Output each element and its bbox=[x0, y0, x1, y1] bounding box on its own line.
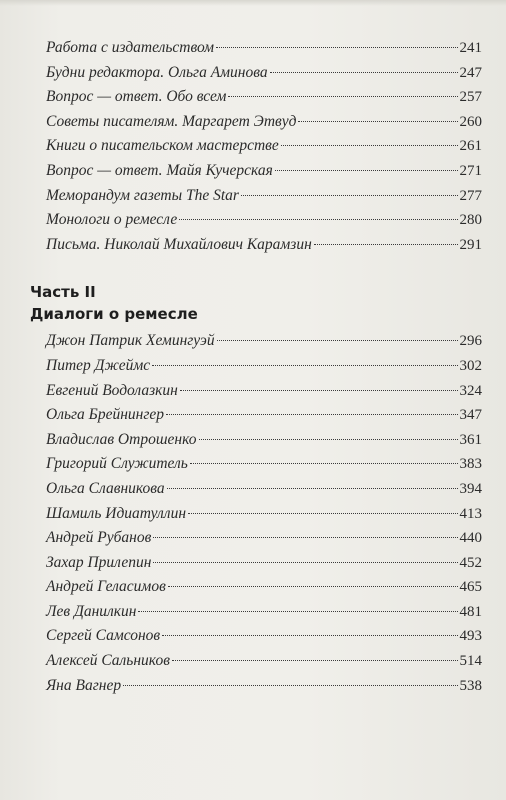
toc-entry-title: Алексей Сальников bbox=[46, 652, 170, 670]
toc-entry bbox=[46, 551, 482, 576]
toc-entry-page: 493 bbox=[459, 628, 482, 645]
toc-entry bbox=[46, 649, 482, 674]
toc-entry bbox=[46, 674, 482, 699]
dot-leader bbox=[166, 414, 457, 415]
dot-leader bbox=[152, 365, 457, 366]
dot-leader bbox=[179, 219, 457, 220]
toc-entry-title: Книги о писательском мастерстве bbox=[46, 137, 279, 155]
toc-entry-page: 465 bbox=[459, 579, 482, 596]
dot-leader bbox=[180, 390, 458, 391]
toc-entry-page: 261 bbox=[459, 138, 482, 155]
toc-entry bbox=[46, 184, 482, 209]
toc-entry-page: 291 bbox=[459, 236, 482, 253]
toc-entry-title: Андрей Геласимов bbox=[46, 578, 166, 596]
toc-entry-title: Советы писателям. Маргарет Этвуд bbox=[46, 112, 297, 130]
toc-entry-title: Владислав Отрошенко bbox=[46, 430, 197, 448]
dot-leader bbox=[172, 660, 458, 661]
part2-heading bbox=[30, 281, 482, 325]
toc-entry bbox=[46, 379, 482, 404]
toc-entry-page: 452 bbox=[459, 554, 482, 571]
toc-entry-title: Андрей Рубанов bbox=[46, 529, 152, 547]
toc-entry-title: Ольга Славникова bbox=[46, 479, 165, 497]
toc-entry bbox=[46, 134, 482, 159]
dot-leader bbox=[188, 513, 457, 514]
toc-entry bbox=[46, 477, 482, 502]
toc-entry-title: Монологи о ремесле bbox=[46, 211, 178, 229]
toc-entry bbox=[46, 452, 482, 477]
toc-entry-page: 302 bbox=[459, 357, 482, 374]
dot-leader bbox=[281, 145, 458, 146]
toc-entry-page: 440 bbox=[459, 530, 482, 547]
part2-list bbox=[46, 329, 482, 698]
toc-entry bbox=[46, 61, 482, 86]
toc-entry-title: Шамиль Идиатуллин bbox=[46, 504, 187, 522]
toc-entry-page: 514 bbox=[459, 653, 482, 670]
toc-entry-page: 394 bbox=[459, 480, 482, 497]
part-label: Часть II bbox=[30, 283, 96, 302]
toc-entry-title: Письма. Николай Михайлович Карамзин bbox=[46, 235, 312, 253]
toc-entry bbox=[46, 85, 482, 110]
toc-entry-page: 481 bbox=[459, 603, 482, 620]
toc-entry bbox=[46, 233, 482, 258]
toc-entry-title: Евгений Водолазкин bbox=[46, 381, 178, 399]
toc-entry-page: 277 bbox=[459, 187, 482, 204]
dot-leader bbox=[270, 72, 458, 73]
toc-entry bbox=[46, 36, 482, 61]
toc-entry bbox=[46, 526, 482, 551]
toc-entry-title: Григорий Служитель bbox=[46, 455, 188, 473]
dot-leader bbox=[314, 244, 458, 245]
toc-entry-title: Вопрос — ответ. Майя Кучерская bbox=[46, 161, 273, 179]
toc-entry-title: Ольга Брейнингер bbox=[46, 406, 165, 424]
dot-leader bbox=[241, 195, 458, 196]
toc-entry bbox=[46, 354, 482, 379]
toc-entry-page: 241 bbox=[459, 40, 482, 56]
toc-entry bbox=[46, 159, 482, 184]
dot-leader bbox=[228, 96, 457, 97]
toc-entry-page: 296 bbox=[459, 333, 482, 350]
dot-leader bbox=[275, 170, 458, 171]
dot-leader bbox=[298, 121, 457, 122]
toc-entry-page: 247 bbox=[459, 64, 482, 81]
toc-entry bbox=[46, 624, 482, 649]
dot-leader bbox=[199, 439, 458, 440]
toc-entry-page: 324 bbox=[459, 382, 482, 399]
dot-leader bbox=[162, 635, 457, 636]
toc-entry-title: Сергей Самсонов bbox=[46, 627, 161, 645]
toc-entry-page: 280 bbox=[459, 212, 482, 229]
toc-entry bbox=[46, 208, 482, 233]
toc-entry-title: Лев Данилкин bbox=[46, 602, 137, 620]
dot-leader bbox=[216, 47, 457, 48]
toc-entry-page: 260 bbox=[459, 113, 482, 130]
dot-leader bbox=[153, 537, 457, 538]
toc-entry-title: Яна Вагнер bbox=[46, 676, 122, 694]
toc-entry-title: Будни редактора. Ольга Аминова bbox=[46, 63, 268, 81]
toc-entry bbox=[46, 403, 482, 428]
toc-entry-page: 361 bbox=[459, 431, 482, 448]
part-title: Диалоги о ремесле bbox=[30, 305, 198, 324]
dot-leader bbox=[168, 586, 458, 587]
toc-entry bbox=[46, 329, 482, 354]
toc-entry bbox=[46, 575, 482, 600]
toc-entry bbox=[46, 428, 482, 453]
toc-entry bbox=[46, 600, 482, 625]
toc-entry-title: Меморандум газеты The Star bbox=[46, 186, 239, 204]
toc-entry-page: 383 bbox=[459, 456, 482, 473]
toc-entry-title: Работа с издательством bbox=[46, 39, 215, 56]
dot-leader bbox=[217, 340, 458, 341]
toc-entry-title: Захар Прилепин bbox=[46, 553, 152, 571]
toc-entry bbox=[46, 502, 482, 527]
table-of-contents bbox=[30, 36, 482, 698]
dot-leader bbox=[167, 488, 458, 489]
dot-leader bbox=[190, 463, 458, 464]
part1-list bbox=[46, 36, 482, 257]
toc-entry-page: 271 bbox=[459, 162, 482, 179]
toc-entry bbox=[46, 110, 482, 135]
toc-entry-title: Питер Джеймс bbox=[46, 356, 151, 374]
dot-leader bbox=[138, 611, 457, 612]
page-top-edge bbox=[0, 0, 506, 6]
dot-leader bbox=[123, 685, 457, 686]
toc-entry-page: 413 bbox=[459, 505, 482, 522]
toc-entry-page: 347 bbox=[459, 407, 482, 424]
toc-entry-title: Вопрос — ответ. Обо всем bbox=[46, 88, 227, 106]
toc-entry-page: 538 bbox=[459, 677, 482, 694]
dot-leader bbox=[153, 562, 457, 563]
toc-entry-page: 257 bbox=[459, 89, 482, 106]
toc-entry-title: Джон Патрик Хемингуэй bbox=[46, 332, 215, 350]
